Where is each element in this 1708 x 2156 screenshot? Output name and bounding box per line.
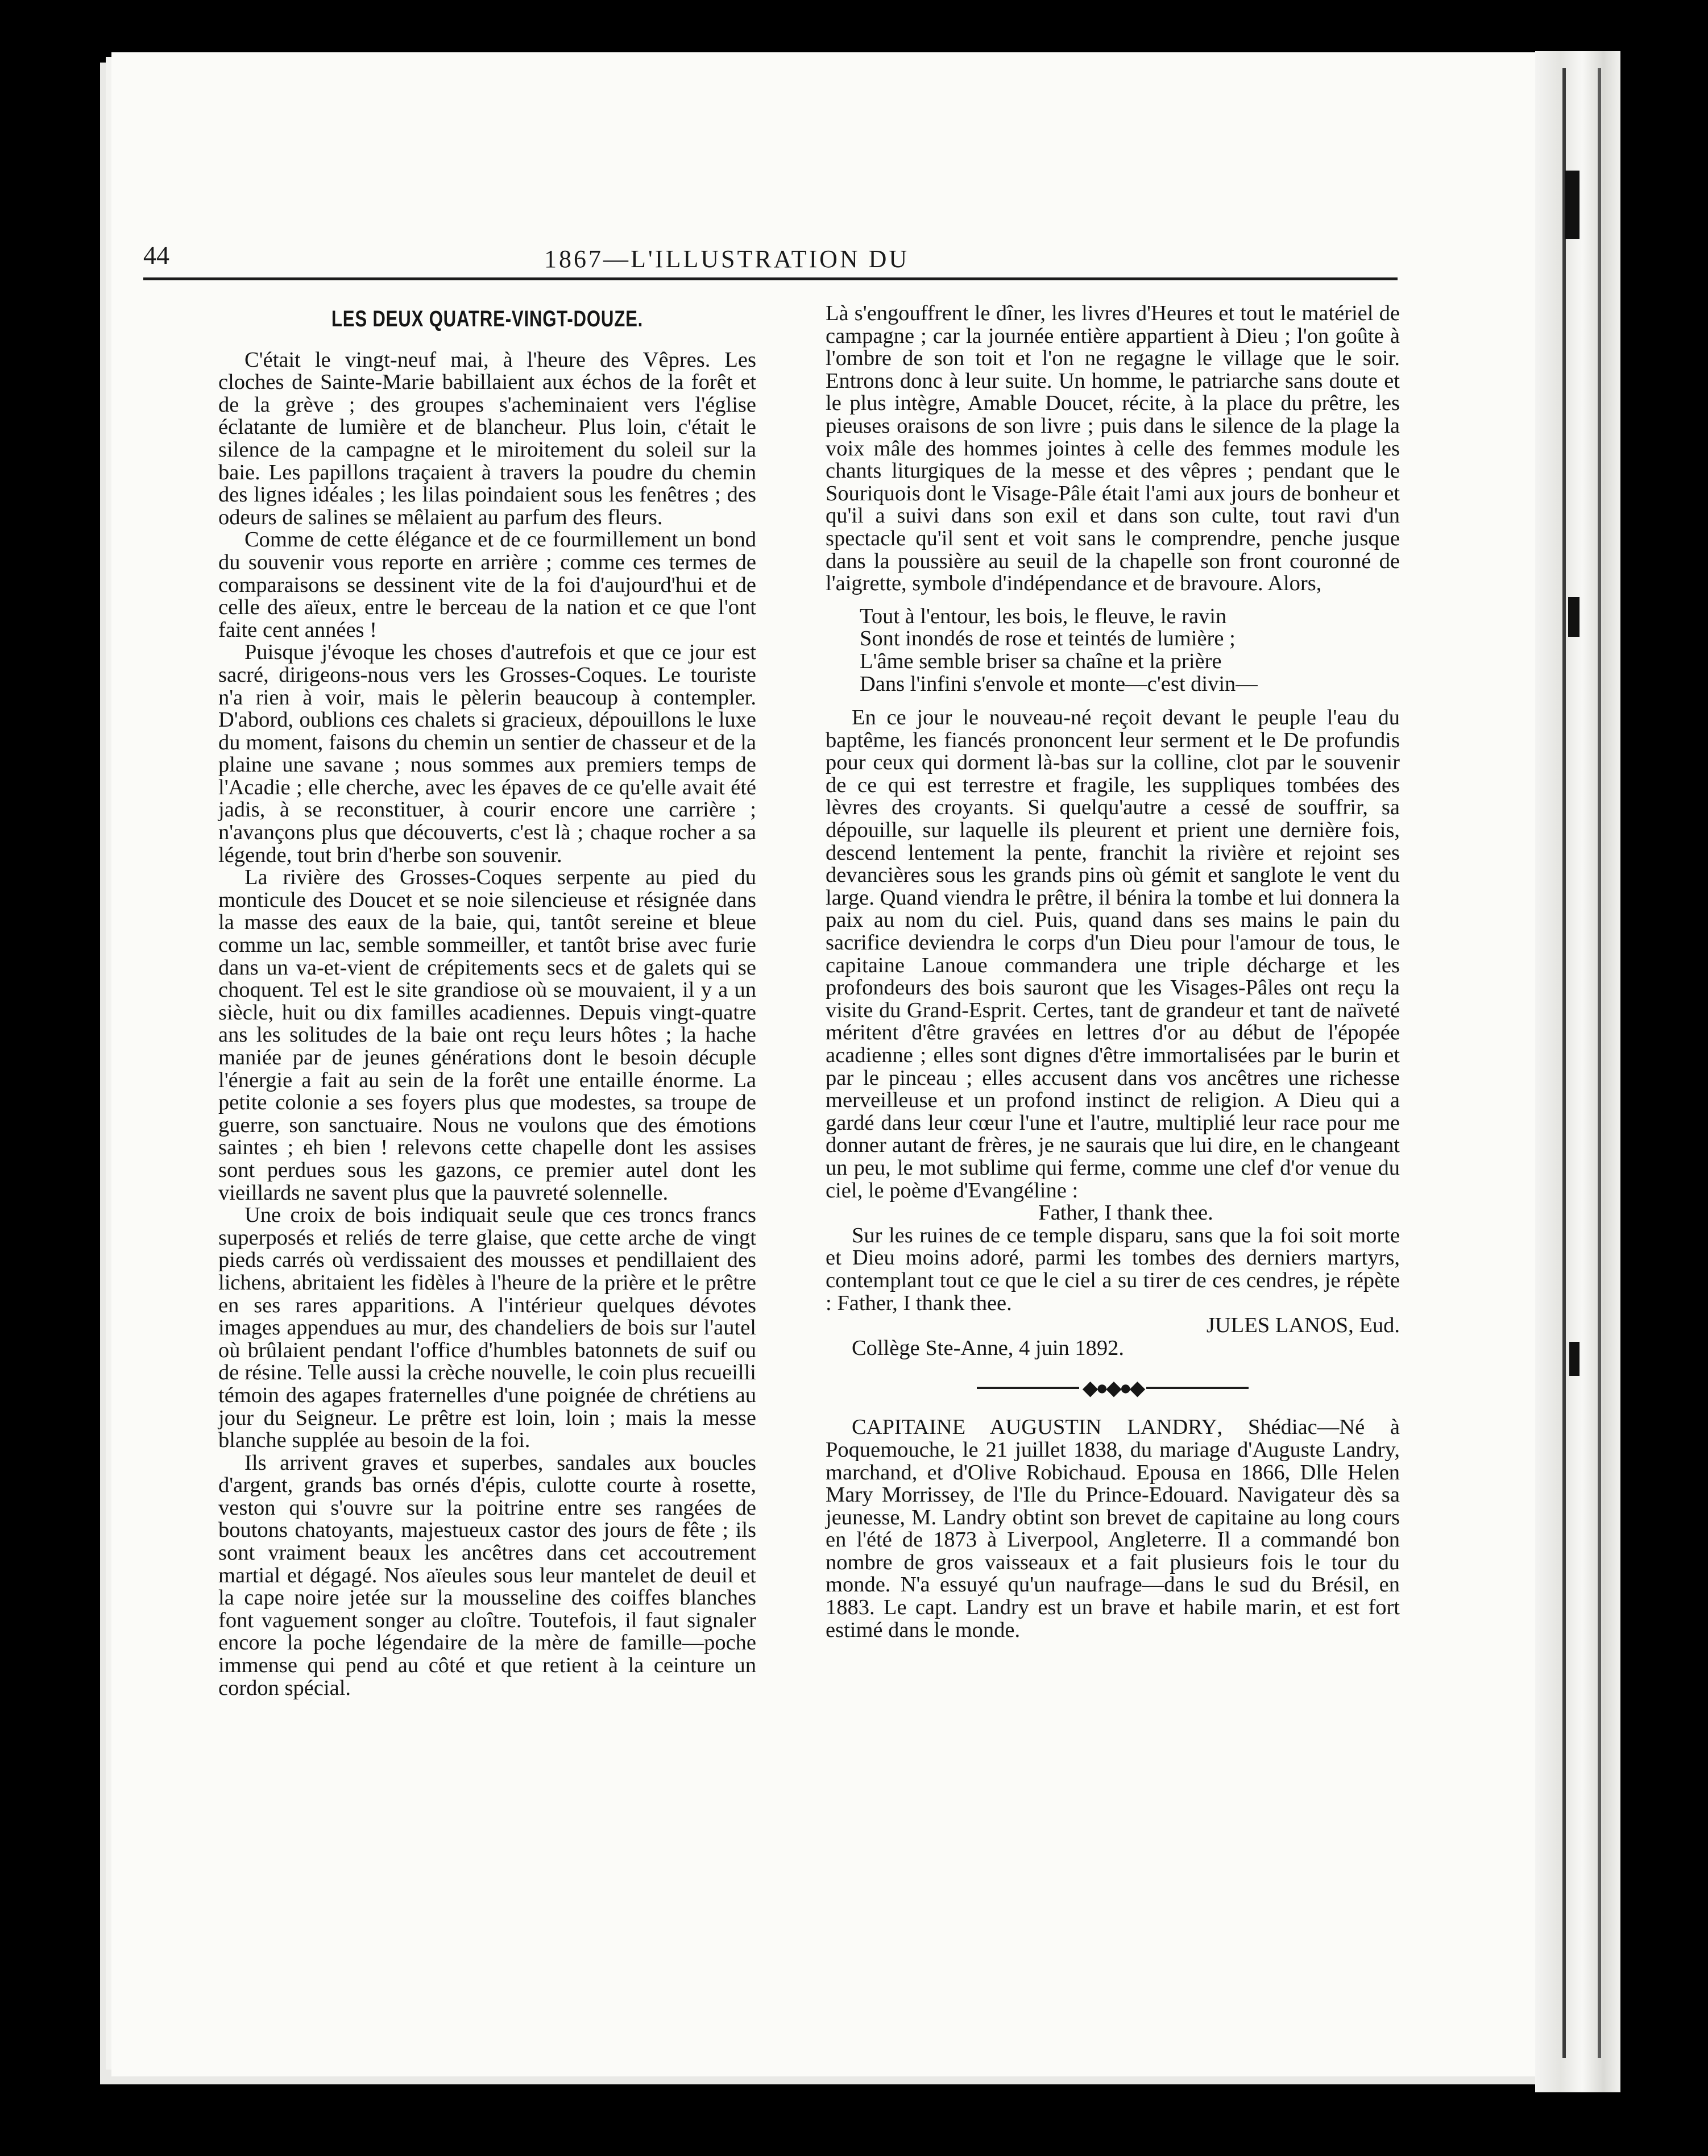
signature-suffix: , Eud. bbox=[1348, 1313, 1400, 1338]
page-number: 44 bbox=[143, 241, 169, 270]
paragraph: En ce jour le nouveau-né reçoit devant le peuple l'eau du baptême, les fiancés prononcent leur serment et le De profundis pour ceux qui dorment là-bas sur la colline, clot par le souvenir de ce qui est terrestre et fragile, les suppliques tombées des lèvres des croyants. Si quelqu'autre a cessé de souffrir, sa dépouille, sur laquelle ils pleurent et prient une dernière fois, descend lentement la pente, franchit la rivière et rejoint ses devancières sous les grands pins où gémit et sanglote le vent du large. Quand viendra le prêtre, il bénira la tombe et lui donnera la paix au nom du ciel. Puis, quand dans ses mains le pain du sacrifice deviendra le corps d'un Dieu pour l'amour de tous, le capitaine Lanoue commandera une triple décharge et les profondeurs des bois sauront que les Visages-Pâles ont reçu la visite du Grand-Esprit. Certes, tant de grandeur et tant de naïveté méritent d'être gravées en lettres d'or au début de l'épopée acadienne ; elles sont dignes d'être immortalisées par le burin et par le pinceau ; elles accusent dans vos ancêtres une richesse merveilleuse et un profond instinct de religion. A Dieu qui a gardé dans leur cœur l'une et l'autre, multiplié leur race pour me donner autant de frères, je ne saurais que lui dire, en le changeant un peu, le mot sublime qui ferme, comme une clef d'or venue du ciel, le poème d'Evangéline : bbox=[826, 706, 1400, 1203]
running-title: 1867—L'ILLUSTRATION DU bbox=[544, 245, 910, 273]
paragraph: Ils arrivent graves et superbes, sandales aux boucles d'argent, grands bas ornés d'épis, culotte courte à rosette, veston qui s'ouvre sur la poitrine entre ses rangées de boutons chatoyants, majestueux castor des jours de fête ; ils sont vraiment beaux les ancêtres dans cet accoutrement martial et dégagé. Nos aïeules sous leur mantelet de deuil et la cape noire jetée sur la mousseline des coiffes blanches font vaguement songer au cloître. Toutefois, il faut signaler encore la poche légendaire de la mère de famille—poche immense qui pend au côté et que retient à la ceinture un cordon spécial. bbox=[218, 1450, 756, 1700]
biography-entry bbox=[826, 1416, 1400, 1641]
poem bbox=[860, 606, 1400, 695]
paragraph: Une croix de bois indiquait seule que ces troncs francs superposés et reliés de terre glaise, que cette arche de vingt pieds carrés où verdissaient des mousses et pendillaient des lichens, abritaient les fidèles à l'heure de la prière et le prêtre en ses rares apparitions. A l'intérieur quelques dévotes images appendues au mur, des chandeliers de bois sur l'autel où brûlaient pendant l'office d'humbles batonnets de suif ou de résine. Telle aussi la crèche nouvelle, le coin plus recueilli témoin des agapes fraternelles d'une poignée de chrétiens au jour du Seigneur. Le prêtre est loin, loin ; mais la messe blanche supplée au besoin de la foi. bbox=[218, 1203, 756, 1453]
ornament-rule bbox=[1146, 1387, 1249, 1389]
poem-line: Sont inondés de rose et teintés de lumière ; bbox=[860, 627, 1236, 651]
article-title: LES DEUX QUATRE-VINGT-DOUZE. bbox=[331, 306, 644, 331]
poem-line: L'âme semble briser sa chaîne et la prière bbox=[860, 649, 1222, 673]
book-spine bbox=[1535, 51, 1620, 2092]
biography-name: CAPITAINE AUGUSTIN LANDRY bbox=[852, 1415, 1217, 1440]
paragraph: La rivière des Grosses-Coques serpente au pied du monticule des Doucet et se noie silencieuse et résignée dans la masse des eaux de la baie, qui, tantôt sereine et bleue comme un lac, semble sommeiller, et tantôt brise avec furie dans un va-et-vient de crépitements secs et de galets qui se choquent. Tel est le site grandiose où se mouvaient, il y a un siècle, huit ou dix familles acadiennes. Depuis vingt-quatre ans les solitudes de la baie ont reçu leurs hôtes ; la hache maniée par de jeunes générations dont le besoin décuple l'énergie a fait au sein de la forêt une entaille énorme. La petite colonie a ses foyers plus que modestes, sa troupe de guerre, son sanctuaire. Nous ne voulons que des émotions saintes ; eh bien ! relevons cette chapelle dont les assises sont perdues sous les gazons, ce premier autel dont les vieillards ne savent plus que la pauvreté solennelle. bbox=[218, 865, 756, 1205]
right-column bbox=[826, 302, 1400, 1641]
paragraph: Puisque j'évoque les choses d'autrefois et que ce jour est sacré, dirigeons-nous vers les Grosses-Coques. Le touriste n'a rien à voir, mais le pèlerin beaucoup à contempler. D'abord, oublions ces chalets si gracieux, dépouillons le luxe du moment, faisons du chemin un sentier de chasseur et de la plaine une savane ; nous sommes aux premiers temps de l'Acadie ; elle cherche, avec les épaves de ce qu'elle avait été jadis, à se reconstituer, à courir encore une carrière ; n'avançons plus que découverts, c'est là ; chaque rocher a sa légende, tout brin d'herbe son souvenir. bbox=[218, 640, 756, 867]
poem-line: Dans l'infini s'envole et monte—c'est divin— bbox=[860, 671, 1258, 696]
spine-edge bbox=[1562, 68, 1566, 2058]
spine-mark bbox=[1569, 1342, 1580, 1376]
spine-edge bbox=[1598, 68, 1601, 2058]
signature-name: JULES LANOS bbox=[1206, 1313, 1349, 1338]
spine-mark bbox=[1568, 597, 1580, 637]
paragraph: Comme de cette élégance et de ce fourmillement un bond du souvenir vous reporte en arrière ; comme ces termes de comparaisons se dessinent vite de la foi d'aujourd'hui et de celle des aïeux, entre le berceau de la nation et ce que l'ont faite cent années ! bbox=[218, 528, 756, 642]
page-header bbox=[143, 222, 1398, 290]
header-rule bbox=[143, 277, 1398, 280]
ornament-rule bbox=[977, 1387, 1079, 1389]
quote-line: Father, I thank thee. bbox=[1038, 1201, 1213, 1225]
dateline: Collège Ste-Anne, 4 juin 1892. bbox=[852, 1336, 1125, 1360]
paragraph: Là s'engouffrent le dîner, les livres d'Heures et tout le matériel de campagne ; car la journée entière appartient à Dieu ; l'on goûte à l'ombre de son toit et l'on ne regagne le village que le soir. Entrons donc à leur suite. Un homme, le patriarche sans doute et le plus intègre, Amable Doucet, récite, à la place du prêtre, les pieuses oraisons de son livre ; puis dans le silence de la plage la voix mâle des hommes jointes à celle des femmes module les chants liturgiques de la messe et des vêpres ; pendant que le Souriquois dont le Visage-Pâle était l'ami aux jours de bonheur et qu'il a suivi dans son exil et dans son culte, tout ravi d'un spectacle qu'il sent et voit sans le comprendre, penche jusque dans la poussière au seuil de la chapelle son front couronné de l'aigrette, symbole d'indépendance et de bravoure. Alors, bbox=[826, 301, 1400, 596]
left-column bbox=[218, 302, 756, 1699]
poem-line: Tout à l'entour, les bois, le fleuve, le ravin bbox=[860, 604, 1227, 628]
paragraph: C'était le vingt-neuf mai, à l'heure des Vêpres. Les cloches de Sainte-Marie babillaient aux échos de la forêt et de la grève ; des groupes s'acheminaient vers l'église éclatante de lumière et de blancheur. Plus loin, c'était le silence de la campagne et le miroitement du soleil sur la baie. Les papillons traçaient à travers la poudre du chemin des lignes idéales ; les lilas poindaient sous les fenêtres ; des odeurs de salines se mêlaient au parfum des fleurs. bbox=[218, 347, 756, 529]
signature bbox=[826, 1315, 1400, 1337]
spine-mark bbox=[1565, 171, 1580, 239]
section-ornament bbox=[826, 1376, 1400, 1400]
scan-border bbox=[1620, 0, 1708, 2156]
paragraph: Sur les ruines de ce temple disparu, sans que la foi soit morte et Dieu moins adoré, parmi les tombes des derniers martyrs, contemplant tout ce que le ciel a su tirer de ces cendres, je répète : Father, I thank thee. bbox=[826, 1223, 1400, 1315]
biography-text: , Shédiac—Né à Poquemouche, le 21 juillet 1838, du mariage d'Auguste Landry, marchand, et d'Olive Robichaud. Epousa en 1866, Dlle Helen Mary Morrissey, de l'Ile du Prince-Edouard. Navigateur dès sa jeunesse, M. Landry obtint son brevet de capitaine au long cours en l'été de 1873 à Liverpool, Angleterre. Il a commandé bon nombre de gros vaisseaux et a fait plusieurs fois le tour du monde. N'a essuyé qu'un naufrage—dans le sud du Brésil, en 1883. Le capt. Landry est un brave et habile marin, et est fort estimé dans le monde. bbox=[826, 1415, 1400, 1642]
ornament-knots: ◆●◆●◆ bbox=[1082, 1376, 1143, 1400]
